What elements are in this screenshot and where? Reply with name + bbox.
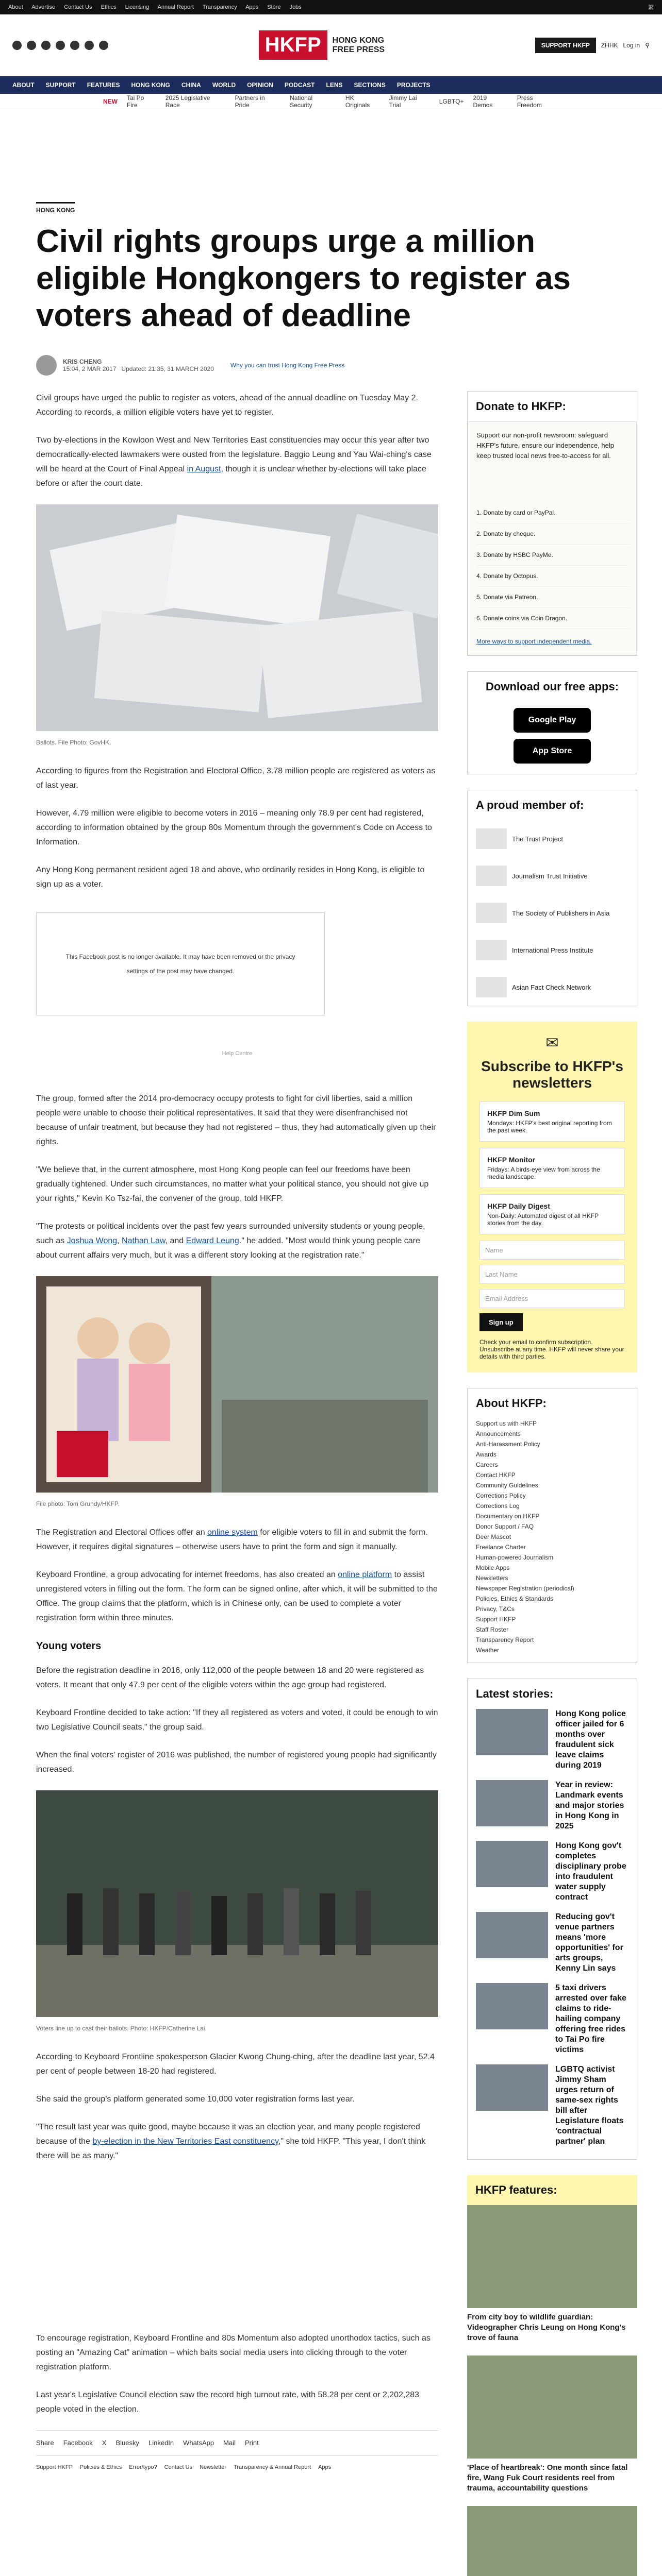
article-photo bbox=[36, 1276, 438, 1493]
nav-item[interactable]: LENS bbox=[326, 81, 343, 89]
member-item[interactable]: Journalism Trust Initiative bbox=[468, 857, 637, 894]
trending-item[interactable]: LGBTQ+ bbox=[439, 97, 464, 105]
paragraph: Keyboard Frontline decided to take action: "If they all registered as voters and voted, it could be enough to win two Legislative Council seats," the group said. bbox=[36, 1708, 438, 1732]
trending-item[interactable]: Press Freedom bbox=[517, 94, 542, 109]
story-title[interactable]: Year in review: Landmark events and major stories in Hong Kong in 2025 bbox=[555, 1781, 624, 1831]
email-input[interactable]: Email Address bbox=[479, 1289, 625, 1308]
member-item[interactable]: International Press Institute bbox=[468, 931, 637, 969]
about-link[interactable]: Deer Mascot bbox=[476, 1533, 511, 1540]
paragraph: "The protests or political incidents over the past few years surrounded university students or young people, such as Joshua Wong, Nathan Law, and Edward Leung." he added. "Most would think young people care about current affairs very much, but it was a different story looking at the registration rate." bbox=[36, 1222, 425, 1260]
footer-link[interactable]: Policies & Ethics bbox=[79, 2464, 122, 2470]
newsletter-option[interactable]: HKFP Daily Digest Non-Daily: Automated digest of all HKFP stories from the day. bbox=[479, 1194, 625, 1234]
trending-item[interactable]: National Security bbox=[290, 94, 313, 109]
facebook-icon[interactable] bbox=[12, 41, 22, 50]
trust-link[interactable]: Why you can trust Hong Kong Free Press bbox=[230, 362, 345, 369]
author-avatar bbox=[36, 355, 57, 376]
trending-item[interactable]: HK Originals bbox=[345, 94, 370, 109]
feature-item[interactable] bbox=[467, 2506, 637, 2576]
features-list bbox=[467, 2205, 637, 2576]
nav-item[interactable]: PROJECTS bbox=[396, 81, 431, 89]
main-nav bbox=[0, 76, 662, 94]
feature-image bbox=[467, 2205, 637, 2308]
topbar bbox=[0, 0, 662, 14]
inline-link[interactable]: Edward Leung bbox=[186, 1236, 239, 1245]
voters-queue-image bbox=[36, 1790, 438, 2017]
latest-story[interactable] bbox=[476, 2064, 628, 2147]
trending-label: NEW bbox=[103, 97, 118, 105]
topbar-link[interactable]: About bbox=[8, 4, 23, 10]
apps-title: Download our free apps: bbox=[486, 680, 619, 693]
about-link[interactable]: Policies, Ethics & Standards bbox=[476, 1595, 554, 1602]
topbar-link[interactable]: Transparency bbox=[202, 4, 237, 10]
footer-links bbox=[36, 2460, 438, 2475]
paragraph: When the final voters' register of 2016 was published, the number of registered young people had significantly increased. bbox=[36, 1751, 437, 1774]
paragraph: Keyboard Frontline, a group advocating for internet freedoms, has also created an online platform to assist unregistered voters in filling out the form. The form can be signed online, after which, it will be submitted to the Office. The group claims that the platform, which is in Chinese only, can be used to complete a voter registration form within three minutes. bbox=[36, 1570, 438, 1622]
story-thumbnail bbox=[476, 2064, 548, 2111]
features-title: HKFP features: bbox=[467, 2175, 637, 2205]
about-box bbox=[467, 1388, 637, 1663]
trending-item[interactable]: 2025 Legislative Race bbox=[165, 94, 210, 109]
nav-item[interactable]: FEATURES bbox=[87, 81, 120, 89]
story-thumbnail bbox=[476, 1780, 548, 1826]
article-spacer bbox=[36, 2177, 438, 2331]
publish-date: 15:04, 2 MAR 2017 bbox=[63, 365, 117, 372]
about-title: About HKFP: bbox=[476, 1397, 547, 1410]
member-item[interactable]: The Society of Publishers in Asia bbox=[468, 894, 637, 931]
about-link[interactable]: Support us with HKFP bbox=[476, 1420, 537, 1427]
share-x[interactable]: X bbox=[102, 2439, 107, 2447]
donate-item[interactable]: 6. Donate coins via Coin Dragon. bbox=[476, 608, 628, 629]
article-photo bbox=[36, 1790, 438, 2017]
story-thumbnail bbox=[476, 1709, 548, 1755]
paragraph: The Registration and Electoral Offices offer an online system for eligible voters to fill in and submit the form. However, it requires digital signatures – otherwise users have to print the form and sign it manually. bbox=[36, 1528, 428, 1551]
topbar-link[interactable]: Apps bbox=[245, 4, 259, 10]
topbar-links bbox=[8, 4, 309, 10]
nav-item[interactable]: HONG KONG bbox=[131, 81, 170, 89]
feature-title[interactable]: From city boy to wildlife guardian: Videographer Chris Leung on Hong Kong's trove of fauna bbox=[467, 2313, 626, 2342]
paragraph: Civil groups have urged the public to register as voters, ahead of the annual deadline on Tuesday May 2. According to records, a million eligible voters have yet to register. bbox=[36, 394, 418, 417]
linkedin-icon[interactable] bbox=[70, 41, 79, 50]
paragraph: To encourage registration, Keyboard Frontline and 80s Momentum also adopted unorthodox tactics, such as posting an "Amazing Cat" animation – which baits social media users into clicking through to the voter registration platform. bbox=[36, 2334, 431, 2371]
paragraph: She said the group's platform generated some 10,000 voter registration forms last year. bbox=[36, 2095, 355, 2104]
app-store-button[interactable]: App Store bbox=[514, 739, 591, 764]
section-heading: Young voters bbox=[36, 1640, 102, 1652]
story-title[interactable]: Hong Kong police officer jailed for 6 months over fraudulent sick leave claims during 2019 bbox=[555, 1709, 626, 1770]
story-thumbnail bbox=[476, 1912, 548, 1958]
updated-date: Updated: 21:35, 31 MARCH 2020 bbox=[121, 365, 214, 372]
facebook-embed: This Facebook post is no longer available. It may have been removed or the privacy settings of the post may have changed. bbox=[36, 912, 325, 1015]
about-link[interactable]: Support HKFP bbox=[476, 1616, 516, 1623]
donate-more-link[interactable]: More ways to support independent media. bbox=[476, 638, 592, 645]
trending-bar bbox=[0, 94, 662, 109]
donate-item[interactable]: 4. Donate by Octopus. bbox=[476, 566, 628, 587]
latest-story[interactable] bbox=[476, 1841, 628, 1903]
story-title[interactable]: Reducing gov't venue partners means 'more opportunities' for arts groups, Kenny Lin says bbox=[555, 1912, 623, 1973]
feature-image bbox=[467, 2355, 637, 2459]
about-link[interactable]: Corrections Log bbox=[476, 1502, 520, 1510]
feature-item[interactable] bbox=[467, 2355, 637, 2494]
paragraph: "The result last year was quite good, maybe because it was an election year, and many people registered because of the by-election in the New Territories East constituency," she told HKFP. "This year, I don't think there will be as many." bbox=[36, 2123, 426, 2160]
member-logo bbox=[476, 866, 507, 886]
share-bluesky[interactable]: Bluesky bbox=[115, 2439, 139, 2447]
about-link[interactable]: Staff Roster bbox=[476, 1626, 509, 1633]
donate-item[interactable]: 1. Donate by card or PayPal. bbox=[476, 502, 628, 523]
member-logo bbox=[476, 940, 507, 960]
logo-line1: HONG KONG bbox=[332, 36, 385, 45]
latest-list bbox=[468, 1709, 637, 2147]
signup-button[interactable]: Sign up bbox=[479, 1313, 523, 1331]
donate-item[interactable]: 2. Donate by cheque. bbox=[476, 523, 628, 545]
threads-icon[interactable] bbox=[85, 41, 94, 50]
site-header bbox=[0, 14, 662, 76]
site-logo[interactable] bbox=[259, 30, 385, 60]
members-box bbox=[467, 790, 637, 1006]
paragraph: "We believe that, in the current atmosphere, most Hong Kong people can feel our freedoms have been gradually tightened. Under such circumstances, no matter what your political stance, you should not give up your rights," Kevin Ko Tsz-fai, the convener of the group, told HKFP. bbox=[36, 1165, 429, 1203]
share-print[interactable]: Print bbox=[244, 2439, 259, 2447]
paragraph: Any Hong Kong permanent resident aged 18 and above, who ordinarily resides in Hong Kong, is eligible to sign up as a voter. bbox=[36, 866, 425, 889]
latest-story[interactable] bbox=[476, 1912, 628, 1974]
newsletter-option[interactable]: HKFP Dim Sum Mondays: HKFP's best original reporting from the past week. bbox=[479, 1101, 625, 1142]
sidebar bbox=[467, 391, 637, 2576]
latest-story[interactable] bbox=[476, 1983, 628, 2055]
topbar-link[interactable]: Annual Report bbox=[157, 4, 194, 10]
members-title: A proud member of: bbox=[476, 799, 584, 811]
article-body bbox=[36, 391, 438, 2576]
inline-link[interactable]: by-election in the New Territories East constituency bbox=[92, 2137, 278, 2146]
search-icon[interactable]: ⚲ bbox=[645, 41, 650, 49]
topbar-link[interactable]: Store bbox=[267, 4, 281, 10]
chinese-link[interactable]: ZHHK bbox=[601, 41, 618, 49]
member-logo bbox=[476, 977, 507, 997]
nav-item[interactable]: WORLD bbox=[212, 81, 236, 89]
about-link[interactable]: Contact HKFP bbox=[476, 1471, 516, 1479]
google-play-button[interactable]: Google Play bbox=[514, 708, 591, 733]
about-link[interactable]: Awards bbox=[476, 1451, 496, 1458]
photo-caption: Voters line up to cast their ballots. Photo: HKFP/Catherine Lai. bbox=[36, 2025, 207, 2032]
trending-item[interactable]: Jimmy Lai Trial bbox=[389, 94, 417, 109]
newsletter-note: Check your email to confirm subscription. Unsubscribe at any time. HKFP will never share your details with third parties. bbox=[479, 1338, 624, 1360]
last-name-input[interactable]: Last Name bbox=[479, 1265, 625, 1284]
youtube-icon[interactable] bbox=[56, 41, 65, 50]
about-list bbox=[468, 1418, 637, 1655]
share-whatsapp[interactable]: WhatsApp bbox=[183, 2439, 214, 2447]
donate-box bbox=[467, 391, 637, 656]
social-icons bbox=[12, 41, 108, 50]
about-link[interactable]: Mobile Apps bbox=[476, 1564, 510, 1571]
about-link[interactable]: Donor Support / FAQ bbox=[476, 1523, 534, 1530]
language-toggle[interactable]: 繁 bbox=[648, 5, 654, 11]
share-mail[interactable]: Mail bbox=[223, 2439, 236, 2447]
member-logo bbox=[476, 828, 507, 849]
inline-link[interactable]: online system bbox=[207, 1528, 258, 1537]
about-link[interactable]: Human-powered Journalism bbox=[476, 1554, 554, 1561]
about-link[interactable]: Transparency Report bbox=[476, 1636, 534, 1643]
paragraph: Last year's Legislative Council election saw the record high turnout rate, with 58.28 per cent or 2,202,283 people voted in the election. bbox=[36, 2391, 420, 2414]
about-link[interactable]: Freelance Charter bbox=[476, 1544, 526, 1551]
photo-caption: Ballots. File Photo: GovHK. bbox=[36, 739, 111, 746]
inline-link[interactable]: online platform bbox=[338, 1570, 392, 1579]
footer-link[interactable]: Newsletter bbox=[200, 2464, 227, 2470]
donate-item[interactable]: 5. Donate via Patreon. bbox=[476, 587, 628, 608]
author-name[interactable]: KRIS CHENG bbox=[63, 358, 102, 365]
topbar-link[interactable]: Licensing bbox=[125, 4, 150, 10]
about-link[interactable]: Community Guidelines bbox=[476, 1482, 538, 1489]
latest-box bbox=[467, 1679, 637, 2160]
member-item[interactable]: Asian Fact Check Network bbox=[468, 969, 637, 1006]
nav-item[interactable]: SECTIONS bbox=[354, 81, 386, 89]
envelope-icon: ✉ bbox=[545, 1035, 559, 1052]
bluesky-icon[interactable] bbox=[99, 41, 108, 50]
features-box bbox=[467, 2175, 637, 2576]
article-category[interactable]: HONG KONG bbox=[36, 202, 75, 214]
x-icon[interactable] bbox=[27, 41, 36, 50]
logo-mark: HKFP bbox=[259, 30, 327, 60]
latest-title: Latest stories: bbox=[476, 1687, 554, 1700]
byline bbox=[36, 355, 624, 376]
about-link[interactable]: Newsletters bbox=[476, 1574, 508, 1582]
photo-caption: File photo: Tom Grundy/HKFP. bbox=[36, 1500, 120, 1507]
share-facebook[interactable]: Facebook bbox=[63, 2439, 93, 2447]
login-link[interactable]: Log in bbox=[623, 41, 640, 49]
paragraph: According to Keyboard Frontline spokesperson Glacier Kwong Chung-ching, after the deadline last year, 52.4 per cent of people between 18-20 had registered. bbox=[36, 2053, 435, 2076]
footer-link[interactable]: Apps bbox=[318, 2464, 332, 2470]
article-photo bbox=[36, 504, 438, 731]
paragraph: Two by-elections in the Kowloon West and New Territories East constituencies may occur this year after two democratically-elected lawmakers were ousted from the legislature. Baggio Leung and Yau Wai-ching's case will be heard at the Court of Final Appeal in August, though it is unclear whether by-elections will take place before or after the court date. bbox=[36, 436, 432, 488]
nav-item[interactable]: SUPPORT bbox=[45, 81, 76, 89]
footer-link[interactable]: Contact Us bbox=[164, 2464, 193, 2470]
donate-item[interactable]: 3. Donate by HSBC PayMe. bbox=[476, 545, 628, 566]
trending-item[interactable]: 2019 Demos bbox=[473, 94, 493, 109]
nav-item[interactable]: OPINION bbox=[247, 81, 273, 89]
logo-line2: FREE PRESS bbox=[332, 45, 385, 54]
about-link[interactable]: Newspaper Registration (periodical) bbox=[476, 1585, 574, 1592]
newsletter-title: Subscribe to HKFP's newsletters bbox=[481, 1058, 623, 1091]
nav-item[interactable]: CHINA bbox=[181, 81, 201, 89]
first-name-input[interactable]: Name bbox=[479, 1241, 625, 1260]
share-label: Share bbox=[36, 2439, 54, 2447]
story-thumbnail bbox=[476, 1983, 548, 2029]
share-bar bbox=[36, 2430, 438, 2456]
story-title[interactable]: LGBTQ activist Jimmy Sham urges return of same-sex rights bill after Legislature floats 'contractual partner' plan bbox=[555, 2065, 624, 2146]
story-title[interactable]: 5 taxi drivers arrested over fake claims to ride-hailing company offering free rides to Tai Po fire victims bbox=[555, 1984, 626, 2054]
newsletter-option[interactable]: HKFP Monitor Fridays: A birds-eye view from across the media landscape. bbox=[479, 1148, 625, 1188]
ad-label[interactable]: Help Centre bbox=[222, 1050, 253, 1057]
share-linkedin[interactable]: LinkedIn bbox=[148, 2439, 174, 2447]
feature-item[interactable] bbox=[467, 2205, 637, 2343]
latest-story[interactable] bbox=[476, 1709, 628, 1771]
about-link[interactable]: Privacy, T&Cs bbox=[476, 1605, 515, 1613]
apps-box bbox=[467, 671, 637, 774]
inline-link[interactable]: in August bbox=[187, 465, 221, 473]
inline-link[interactable]: Nathan Law bbox=[122, 1236, 166, 1245]
topbar-link[interactable]: Jobs bbox=[289, 4, 302, 10]
article-title: Civil rights groups urge a million eligible Hongkongers to register as voters ahead of deadline bbox=[36, 224, 571, 333]
ballots-image bbox=[36, 504, 438, 731]
about-link[interactable]: Weather bbox=[476, 1647, 500, 1654]
paragraph: According to figures from the Registration and Electoral Office, 3.78 million people are registered as voters as of last year. bbox=[36, 767, 436, 790]
member-item[interactable]: The Trust Project bbox=[468, 820, 637, 857]
latest-story[interactable] bbox=[476, 1780, 628, 1832]
trending-item[interactable]: Tai Po Fire bbox=[127, 94, 144, 109]
paragraph: Before the registration deadline in 2016, only 112,000 of the people between 18 and 20 were registered as voters. It meant that only 47.9 per cent of the eligible voters within the age group had registered. bbox=[36, 1666, 424, 1689]
nav-item[interactable]: PODCAST bbox=[284, 81, 315, 89]
trending-item[interactable]: Partners in Pride bbox=[235, 94, 265, 109]
feature-image bbox=[467, 2506, 637, 2576]
story-title[interactable]: Hong Kong gov't completes disciplinary probe into fraudulent water supply contract bbox=[555, 1841, 626, 1902]
about-link[interactable]: Careers bbox=[476, 1461, 498, 1468]
topbar-link[interactable]: Advertise bbox=[31, 4, 56, 10]
footer-link[interactable]: Error/typo? bbox=[129, 2464, 157, 2470]
topbar-link[interactable]: Contact Us bbox=[64, 4, 92, 10]
footer-link[interactable]: Transparency & Annual Report bbox=[234, 2464, 311, 2470]
donate-title: Donate to HKFP: bbox=[476, 400, 566, 413]
about-link[interactable]: Corrections Policy bbox=[476, 1492, 526, 1499]
inline-link[interactable]: Joshua Wong bbox=[67, 1236, 118, 1245]
instagram-icon[interactable] bbox=[41, 41, 51, 50]
about-link[interactable]: Announcements bbox=[476, 1430, 521, 1437]
paragraph: The group, formed after the 2014 pro-democracy occupy protests to fight for civil liberties, said a million people were unable to choose their political representatives. It said that they were disenfranchised not because of unfair treatment, but because they had not registered – thus, they had automatically given up their rights. bbox=[36, 1094, 436, 1146]
poster-image bbox=[36, 1276, 438, 1493]
about-link[interactable]: Documentary on HKFP bbox=[476, 1513, 540, 1520]
paragraph: However, 4.79 million were eligible to become voters in 2016 – meaning only 78.9 per cent had registered, according to information obtained by the group 80s Momentum through the government's Code on Access to Information. bbox=[36, 809, 432, 846]
about-link[interactable]: Anti-Harassment Policy bbox=[476, 1440, 540, 1448]
support-button[interactable]: SUPPORT HKFP bbox=[535, 38, 596, 53]
nav-item[interactable]: ABOUT bbox=[12, 81, 35, 89]
newsletter-box bbox=[467, 1022, 637, 1372]
feature-title[interactable]: 'Place of heartbreak': One month since fatal fire, Wang Fuk Court residents reel from trauma, accountability questions bbox=[467, 2463, 628, 2493]
story-thumbnail bbox=[476, 1841, 548, 1887]
footer-link[interactable]: Support HKFP bbox=[36, 2464, 73, 2470]
member-logo bbox=[476, 903, 507, 923]
donate-text: Support our non-profit newsroom: safeguard HKFP's future, ensure our independence, help keep trusted local news free-to-access for all. bbox=[476, 431, 614, 460]
topbar-link[interactable]: Ethics bbox=[101, 4, 117, 10]
